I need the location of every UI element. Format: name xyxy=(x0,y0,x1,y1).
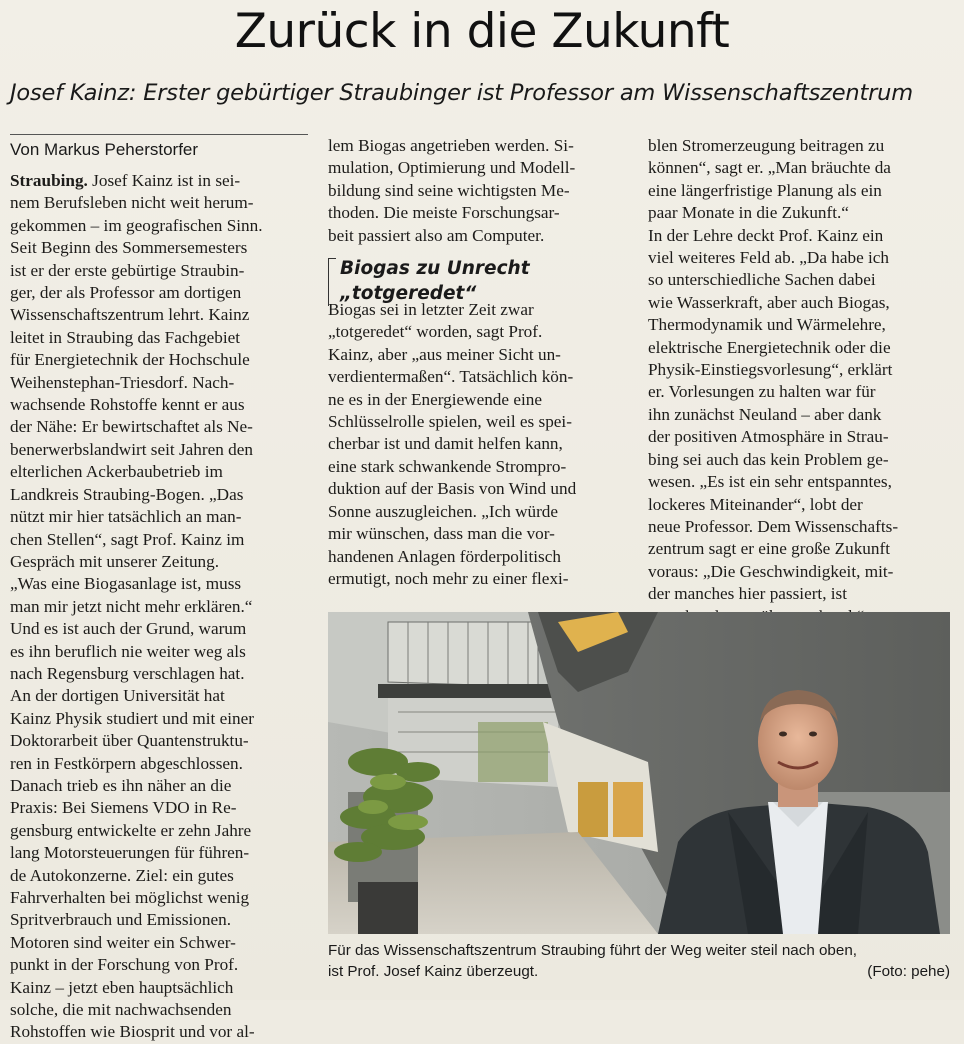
text-line: Kainz, aber „aus meiner Sicht un- xyxy=(328,344,561,364)
text-line: ren in Festkörpern abgeschlossen. xyxy=(10,753,243,773)
text-line: „Was eine Biogasanlage ist, muss xyxy=(10,574,242,594)
column-2-bottom-text xyxy=(328,299,630,590)
text-line: Weihenstephan-Triesdorf. Nach- xyxy=(10,372,235,392)
subheading-line-1: Biogas zu Unrecht xyxy=(340,258,530,279)
text-line: neue Professor. Dem Wissenschafts- xyxy=(648,516,899,536)
byline: Von Markus Peherstorfer xyxy=(10,140,199,159)
text-line: verdientermaßen“. Tatsächlich kön- xyxy=(328,367,574,387)
text-line: An der dortigen Universität hat xyxy=(10,686,225,706)
text-line: ne es in der Energiewende eine xyxy=(328,389,542,409)
text-line: Doktorarbeit über Quantenstruktu- xyxy=(10,731,249,751)
text-line: lang Motorsteuerungen für führen- xyxy=(10,843,250,863)
article-column-1 xyxy=(10,170,308,1044)
text-line: es ihn beruflich nie weiter weg als xyxy=(10,641,246,661)
text-line: Gespräch mit unserer Zeitung. xyxy=(10,551,220,571)
caption-line-1: Für das Wissenschaftszentrum Straubing führt der Weg weiter steil nach oben, xyxy=(328,942,857,959)
article-column-3 xyxy=(648,135,950,628)
byline-rule xyxy=(10,134,308,135)
text-line: lockeres Miteinander“, lobt der xyxy=(648,494,863,514)
photo-credit: (Foto: pehe) xyxy=(867,963,950,980)
text-line: Danach trieb es ihn näher an die xyxy=(10,775,232,795)
text-line: Seit Beginn des Sommersemesters xyxy=(10,238,248,258)
text-line: er. Vorlesungen zu halten war für xyxy=(648,382,876,402)
text-line: eine längerfristige Planung als ein xyxy=(648,180,882,200)
text-line: wachsende Rohstoffe kennt er aus xyxy=(10,395,245,415)
text-line: nem Berufsleben nicht weit herum- xyxy=(10,193,254,213)
text-line: chen Stellen“, sagt Prof. Kainz im xyxy=(10,529,245,549)
text-line: Landkreis Straubing-Bogen. „Das xyxy=(10,484,244,504)
caption-line-2: ist Prof. Josef Kainz überzeugt. xyxy=(328,963,539,980)
text-line: Praxis: Bei Siemens VDO in Re- xyxy=(10,798,237,818)
dateline: Straubing. xyxy=(10,171,88,190)
text-line: In der Lehre deckt Prof. Kainz ein xyxy=(648,225,884,245)
article-photo xyxy=(328,612,950,934)
text-line: ger, der als Professor am dortigen xyxy=(10,283,242,303)
text-line: mulation, Optimierung und Modell- xyxy=(328,158,576,178)
text-line: bing sei auch das kein Problem ge- xyxy=(648,449,889,469)
text-line: Rohstoffen wie Biosprit und vor al- xyxy=(10,1022,255,1042)
text-line: handenen Anlagen förderpolitisch xyxy=(328,546,561,566)
text-line: leitet in Straubing das Fachgebiet xyxy=(10,327,241,347)
text-line: blen Stromerzeugung beitragen zu xyxy=(648,136,885,155)
text-line: de Autokonzerne. Ziel: ein gutes xyxy=(10,865,234,885)
text-line: Physik-Einstiegsvorlesung“, erklärt xyxy=(648,360,893,380)
text-line: gekommen – im geografischen Sinn. xyxy=(10,215,263,235)
text-line: voraus: „Die Geschwindigkeit, mit- xyxy=(648,561,894,581)
text-line: man mir jetzt nicht mehr erklären.“ xyxy=(10,596,253,616)
text-line: cherbar ist und damit helfen kann, xyxy=(328,434,563,454)
text-line: Thermodynamik und Wärmelehre, xyxy=(648,315,886,335)
text-line: ihn zunächst Neuland – aber dank xyxy=(648,404,882,424)
text-line: Und es ist auch der Grund, warum xyxy=(10,619,247,639)
text-line: „totgeredet“ worden, sagt Prof. xyxy=(328,322,543,342)
text-line: benerwerbslandwirt seit Jahren den xyxy=(10,439,253,459)
section-subheading xyxy=(328,252,630,312)
text-line: zentrum sagt er eine große Zukunft xyxy=(648,539,890,559)
photo-illustration xyxy=(328,612,950,934)
headline: Zurück in die Zukunft xyxy=(234,4,730,59)
article-column-2 xyxy=(328,135,630,590)
text-line: beit passiert also am Computer. xyxy=(328,225,545,245)
text-line: viel weiteres Feld ab. „Da habe ich xyxy=(648,248,890,268)
text-line: solche, die mit nachwachsenden xyxy=(10,1000,232,1020)
text-line: Sonne auszugleichen. „Ich würde xyxy=(328,501,559,521)
text-line: lem Biogas angetrieben werden. Si- xyxy=(328,136,574,155)
text-line: der positiven Atmosphäre in Strau- xyxy=(648,427,889,447)
text-line: Kainz – jetzt eben hauptsächlich xyxy=(10,977,234,997)
column-2-top-text xyxy=(328,135,630,247)
text-line: ermutigt, noch mehr zu einer flexi- xyxy=(328,568,569,588)
text-line: punkt in der Forschung von Prof. xyxy=(10,955,239,975)
text-line: bildung sind seine wichtigsten Me- xyxy=(328,180,570,200)
text-line: thoden. Die meiste Forschungsar- xyxy=(328,203,560,223)
text-line: eine stark schwankende Strompro- xyxy=(328,456,567,476)
text-line: Kainz Physik studiert und mit einer xyxy=(10,708,254,728)
subheadline: Josef Kainz: Erster gebürtiger Straubinger ist Professor am Wissenschaftszentrum xyxy=(10,80,913,106)
text-line: der manches hier passiert, ist xyxy=(648,584,848,604)
text-line: Straubing. Josef Kainz ist in sei- xyxy=(10,171,241,190)
text-line: paar Monate in die Zukunft.“ xyxy=(648,203,849,223)
text-line: wie Wasserkraft, aber auch Biogas, xyxy=(648,292,890,312)
text-line: so unterschiedliche Sachen dabei xyxy=(648,270,876,290)
text-line: elektrische Energietechnik oder die xyxy=(648,337,891,357)
text-line: Fahrverhalten bei möglichst wenig xyxy=(10,888,250,907)
text-line: Spritverbrauch und Emissionen. xyxy=(10,910,232,930)
text-line: Wissenschaftszentrum lehrt. Kainz xyxy=(10,305,250,325)
subheading-text xyxy=(340,256,630,306)
subheading-line-2: „totgeredet“ xyxy=(340,283,477,304)
text-line: mir wünschen, dass man die vor- xyxy=(328,524,555,544)
photo-caption xyxy=(328,940,950,982)
text-line: elterlichen Ackerbaubetrieb im xyxy=(10,462,223,482)
subheading-rule xyxy=(328,258,336,306)
text-line: nützt mir hier tatsächlich an man- xyxy=(10,507,242,527)
text-line: gensburg entwickelte er zehn Jahre xyxy=(10,820,252,840)
text-line: Schlüsselrolle spielen, weil es spei- xyxy=(328,412,572,432)
text-line: wesen. „Es ist ein sehr entspanntes, xyxy=(648,472,892,492)
text-line: können“, sagt er. „Man bräuchte da xyxy=(648,158,891,178)
text-line: ist er der erste gebürtige Straubin- xyxy=(10,260,245,280)
text-line: Motoren sind weiter ein Schwer- xyxy=(10,932,236,952)
text-line: duktion auf der Basis von Wind und xyxy=(328,479,577,499)
text-line: der Nähe: Er bewirtschaftet als Ne- xyxy=(10,417,253,437)
text-line: nach Regensburg verschlagen hat. xyxy=(10,663,245,683)
text-line: für Energietechnik der Hochschule xyxy=(10,350,250,370)
text-line: Biogas sei in letzter Zeit zwar xyxy=(328,300,534,320)
